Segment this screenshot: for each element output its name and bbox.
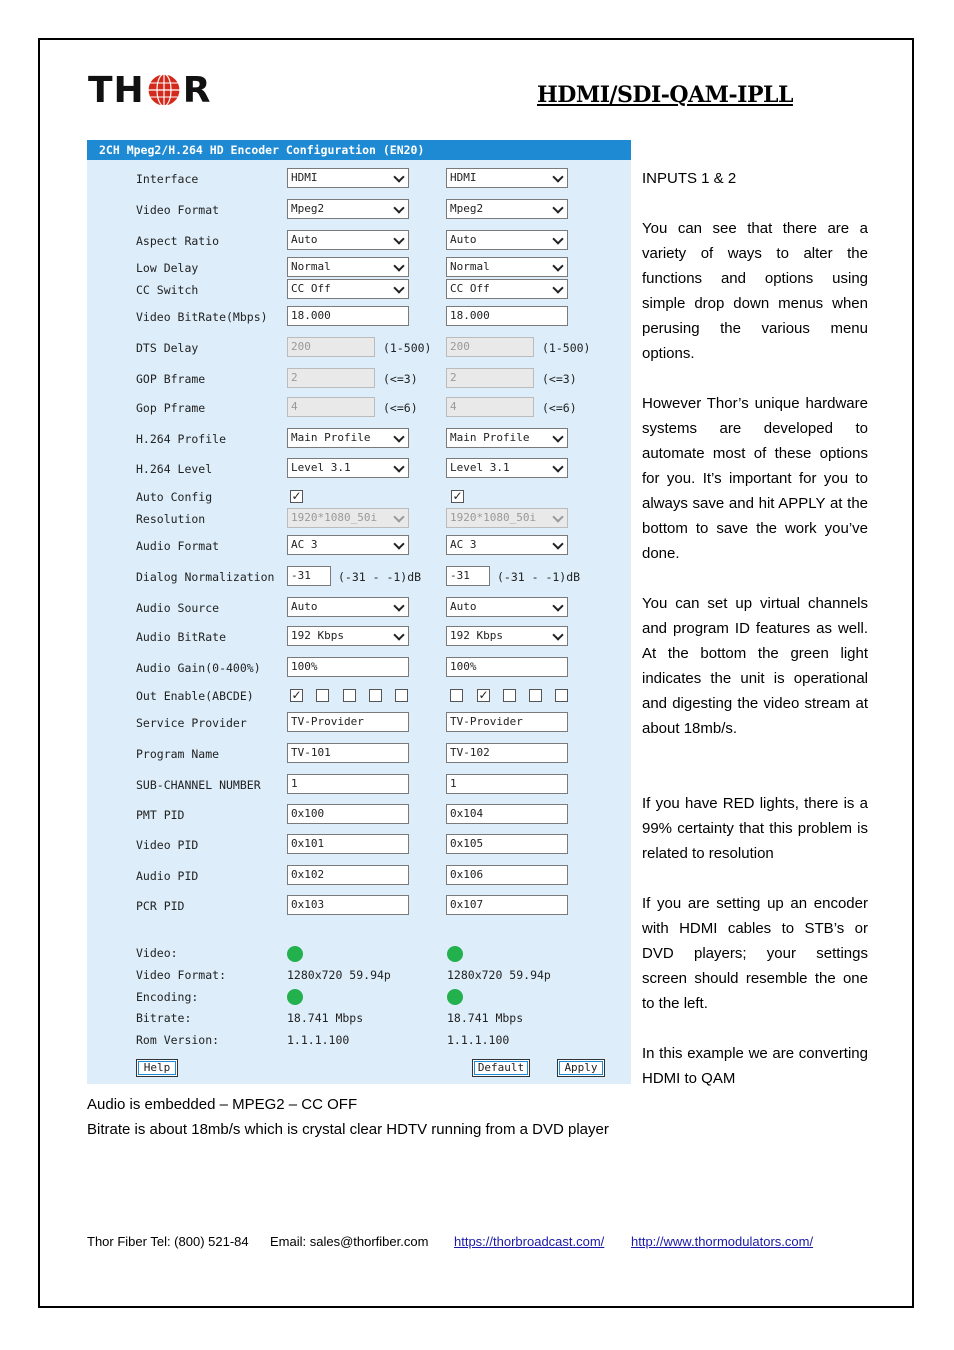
row-out-enable [87,685,631,707]
caption-line-1: Audio is embedded – MPEG2 – CC OFF [87,1096,358,1113]
label-pmt-pid: PMT PID [136,808,185,822]
label-gop-bframe: GOP Bframe [136,372,206,386]
label-audio-source: Audio Source [136,601,220,615]
row-audio-gain [87,657,631,679]
status-rom-label: Rom Version: [136,1033,220,1047]
label-out-enable: Out Enable(ABCDE) [136,689,254,703]
ch2-dts-hint: (1-500) [542,341,591,355]
row-sub-channel [87,774,631,796]
ch2-program-name-input[interactable]: TV-102 [446,743,568,763]
ch1-auto-config-checkbox[interactable]: ✓ [291,489,302,503]
ch1-cc-switch-select[interactable]: CC Off [287,279,409,299]
row-cc-switch [87,279,631,301]
side-paragraph-5: If you are setting up an encoder with HDMI cables to STB’s or DVD players; your settings screen should resemble the one to the left. [642,895,868,1012]
ch1-out-a-checkbox[interactable]: ✓ [291,688,302,702]
ch2-interface-select[interactable]: HDMI [446,168,568,188]
caption [87,1092,609,1142]
ch1-dialog-hint: (-31 - -1)dB [338,570,422,584]
ch1-video-format-select[interactable]: Mpeg2 [287,199,409,219]
panel-title: 2CH Mpeg2/H.264 HD Encoder Configuration (EN20) [87,140,631,160]
ch1-status-bitrate: 18.741 Mbps [287,1011,364,1025]
label-audio-bitrate: Audio BitRate [136,630,227,644]
ch1-h264-level-select[interactable]: Level 3.1 [287,458,409,478]
side-paragraph-1: You can see that there are a variety of ways to alter the functions and options using simple drop down menus when perusing the various menu options. [642,220,868,362]
row-service-provider [87,712,631,734]
ch1-audio-pid-input[interactable]: 0x102 [287,865,409,885]
row-dialog-normalization [87,566,631,588]
ch1-out-c-checkbox[interactable] [343,689,356,702]
side-paragraph-2: However Thor’s unique hardware systems are developed to automate most of these options for you. It’s important for you to always save and hit APPLY at the bottom to save the work you’ve done. [642,395,868,562]
ch1-aspect-ratio-select[interactable]: Auto [287,230,409,250]
label-cc-switch: CC Switch [136,283,199,297]
label-program-name: Program Name [136,747,220,761]
status-bitrate-label: Bitrate: [136,1011,192,1025]
ch1-gop-pframe-input[interactable]: 4 [287,397,375,417]
ch1-service-provider-input[interactable]: TV-Provider [287,712,409,732]
side-heading: INPUTS 1 & 2 [642,170,737,187]
ch2-low-delay-select[interactable]: Normal [446,257,568,277]
ch1-out-b-checkbox[interactable] [316,689,329,702]
ch2-video-pid-input[interactable]: 0x105 [446,834,568,854]
ch1-encoding-status-light [287,989,303,1005]
ch1-pmt-pid-input[interactable]: 0x100 [287,804,409,824]
ch2-gop-pframe-input[interactable]: 4 [446,397,534,417]
label-dts-delay: DTS Delay [136,341,199,355]
label-dialog-normalization: Dialog Normalization [136,570,275,584]
row-gop-bframe [87,368,631,390]
side-paragraph-4: If you have RED lights, there is a 99% certainty that this problem is related to resolution [642,795,868,862]
row-h264-level [87,458,631,480]
row-aspect-ratio [87,230,631,252]
label-video-bitrate: Video BitRate(Mbps) [136,310,268,324]
logo-text-right: R [182,69,212,111]
ch2-gop-bframe-input[interactable]: 2 [446,368,534,388]
ch1-pcr-pid-input[interactable]: 0x103 [287,895,409,915]
footer-link-thorbroadcast[interactable]: https://thorbroadcast.com/ [454,1234,605,1249]
row-dts-delay [87,337,631,359]
label-audio-format: Audio Format [136,539,220,553]
label-h264-level: H.264 Level [136,462,213,476]
ch2-encoding-status-light [447,989,463,1005]
status-video-format-label: Video Format: [136,968,227,982]
label-pcr-pid: PCR PID [136,899,185,913]
ch1-status-rom: 1.1.1.100 [287,1033,350,1047]
ch2-service-provider-input[interactable]: TV-Provider [446,712,568,732]
row-pcr-pid [87,895,631,917]
ch2-bframe-hint: (<=3) [542,372,577,386]
ch2-out-a-checkbox[interactable] [450,689,463,702]
ch2-video-status-light [447,946,463,962]
row-video-pid [87,834,631,856]
row-h264-profile [87,428,631,450]
ch1-pframe-hint: (<=6) [383,401,418,415]
label-h264-profile: H.264 Profile [136,432,227,446]
ch1-audio-source-select[interactable]: Auto [287,597,409,617]
help-button[interactable]: Help [136,1059,178,1077]
ch2-audio-source-select[interactable]: Auto [446,597,568,617]
label-resolution: Resolution [136,512,206,526]
ch2-audio-gain-input[interactable]: 100% [446,657,568,677]
ch2-out-c-checkbox[interactable] [503,689,516,702]
ch1-low-delay-select[interactable]: Normal [287,257,409,277]
ch2-video-bitrate-input[interactable]: 18.000 [446,306,568,326]
ch1-out-e-checkbox[interactable] [395,689,408,702]
caption-line-2: Bitrate is about 18mb/s which is crystal clear HDTV running from a DVD player [87,1121,609,1138]
ch2-pframe-hint: (<=6) [542,401,577,415]
footer-link-thormodulators[interactable]: http://www.thormodulators.com/ [631,1234,814,1249]
ch1-dts-hint: (1-500) [383,341,432,355]
globe-icon [146,72,182,108]
ch2-status-bitrate: 18.741 Mbps [447,1011,524,1025]
ch2-audio-bitrate-select[interactable]: 192 Kbps [446,626,568,646]
ch2-dts-delay-input[interactable]: 200 [446,337,534,357]
row-interface [87,168,631,190]
label-audio-gain: Audio Gain(0-400%) [136,661,261,675]
ch2-video-format-select[interactable]: Mpeg2 [446,199,568,219]
ch1-video-pid-input[interactable]: 0x101 [287,834,409,854]
ch1-dialog-norm-input[interactable]: -31 [287,566,331,586]
ch1-resolution-select[interactable]: 1920*1080_50i [287,508,409,528]
ch2-out-e-checkbox[interactable] [555,689,568,702]
side-text [642,166,868,1116]
row-video-format [87,199,631,221]
row-resolution [87,508,631,530]
ch1-audio-format-select[interactable]: AC 3 [287,535,409,555]
ch1-sub-channel-input[interactable]: 1 [287,774,409,794]
ch1-out-d-checkbox[interactable] [369,689,382,702]
ch2-out-b-checkbox[interactable]: ✓ [478,688,489,702]
ch2-sub-channel-input[interactable]: 1 [446,774,568,794]
ch1-audio-bitrate-select[interactable]: 192 Kbps [287,626,409,646]
apply-button[interactable]: Apply [557,1059,605,1077]
label-video-pid: Video PID [136,838,199,852]
thor-logo [88,70,211,110]
side-paragraph-6: In this example we are converting HDMI to QAM [642,1045,868,1087]
ch1-video-bitrate-input[interactable]: 18.000 [287,306,409,326]
row-auto-config [87,486,631,508]
row-audio-format [87,535,631,557]
logo-text-left: TH [88,69,145,111]
ch2-out-d-checkbox[interactable] [529,689,542,702]
ch2-h264-level-select[interactable]: Level 3.1 [446,458,568,478]
ch2-audio-pid-input[interactable]: 0x106 [446,865,568,885]
row-video-bitrate [87,306,631,328]
label-gop-pframe: Gop Pframe [136,401,206,415]
ch2-auto-config-checkbox[interactable]: ✓ [452,489,463,503]
label-audio-pid: Audio PID [136,869,199,883]
ch2-resolution-select[interactable]: 1920*1080_50i [446,508,568,528]
ch1-program-name-input[interactable]: TV-101 [287,743,409,763]
row-pmt-pid [87,804,631,826]
ch2-pcr-pid-input[interactable]: 0x107 [446,895,568,915]
row-gop-pframe [87,397,631,419]
row-audio-pid [87,865,631,887]
document-title: HDMI/SDI-QAM-IPLL [537,82,793,108]
ch2-status-video-format: 1280x720 59.94p [447,968,551,982]
ch1-audio-gain-input[interactable]: 100% [287,657,409,677]
ch2-dialog-norm-input[interactable]: -31 [446,566,490,586]
encoder-config-panel [87,140,631,1084]
label-interface: Interface [136,172,199,186]
row-audio-bitrate [87,626,631,648]
ch1-dts-delay-input[interactable]: 200 [287,337,375,357]
label-aspect-ratio: Aspect Ratio [136,234,220,248]
ch1-status-video-format: 1280x720 59.94p [287,968,391,982]
ch2-h264-profile-select[interactable]: Main Profile [446,428,568,448]
ch2-audio-format-select[interactable]: AC 3 [446,535,568,555]
status-video-label: Video: [136,946,178,960]
footer-tel: Thor Fiber Tel: (800) 521-84 [87,1234,249,1249]
label-video-format: Video Format [136,203,220,217]
status-encoding-label: Encoding: [136,990,199,1004]
ch2-aspect-ratio-select[interactable]: Auto [446,230,568,250]
label-auto-config: Auto Config [136,490,213,504]
side-paragraph-3: You can set up virtual channels and program ID features as well. At the bottom the green light indicates the unit is operational and digesting the video stream at about 18mb/s. [642,595,868,737]
default-button[interactable]: Default [472,1059,530,1077]
ch1-interface-select[interactable]: HDMI [287,168,409,188]
row-audio-source [87,597,631,619]
label-low-delay: Low Delay [136,261,199,275]
footer-email: Email: sales@thorfiber.com [270,1234,429,1249]
ch2-cc-switch-select[interactable]: CC Off [446,279,568,299]
ch1-gop-bframe-input[interactable]: 2 [287,368,375,388]
ch1-bframe-hint: (<=3) [383,372,418,386]
label-sub-channel: SUB-CHANNEL NUMBER [136,778,261,792]
ch2-pmt-pid-input[interactable]: 0x104 [446,804,568,824]
ch1-h264-profile-select[interactable]: Main Profile [287,428,409,448]
ch1-video-status-light [287,946,303,962]
ch2-status-rom: 1.1.1.100 [447,1033,510,1047]
row-low-delay [87,257,631,279]
label-service-provider: Service Provider [136,716,247,730]
ch2-dialog-hint: (-31 - -1)dB [497,570,581,584]
row-program-name [87,743,631,765]
